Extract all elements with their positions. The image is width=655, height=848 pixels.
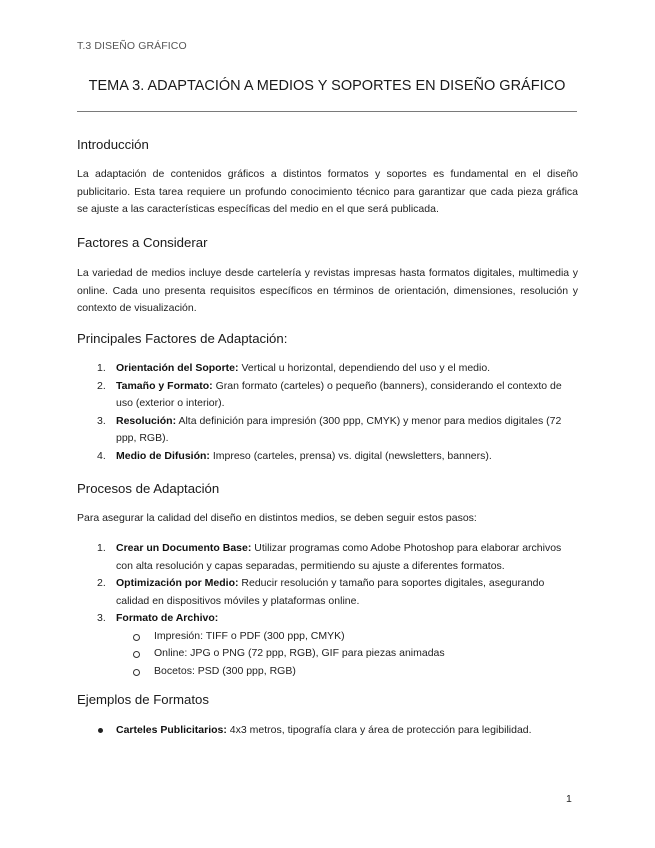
list-item xyxy=(77,722,578,740)
list-item xyxy=(77,540,578,575)
examples-list xyxy=(77,722,578,740)
sublist-item-text: Bocetos: PSD (300 ppp, RGB) xyxy=(154,664,296,677)
list-item xyxy=(77,448,578,466)
process-steps-list xyxy=(77,540,578,680)
title-divider xyxy=(77,111,577,112)
document-title: TEMA 3. ADAPTACIÓN A MEDIOS Y SOPORTES EN DISEÑO GRÁFICO xyxy=(88,78,566,94)
paragraph-introduccion: La adaptación de contenidos gráficos a distintos formatos y soportes es fundamental en el diseño publicitario. Esta tarea requiere un profundo conocimiento técnico para garantizar que cada pieza gráfica se ajuste a las características específicas del medio en el que será publicada. xyxy=(77,168,578,215)
heading-introduccion: Introducción xyxy=(77,137,149,152)
list-number: 1. xyxy=(97,542,106,554)
sublist-item-text: Impresión: TIFF o PDF (300 ppp, CMYK) xyxy=(154,629,345,642)
paragraph-factores: La variedad de medios incluye desde cartelería y revistas impresas hasta formatos digitales, multimedia y online. Cada uno presenta requisitos específicos en términos de orientación, dimensiones, resolución y contexto de visualización. xyxy=(77,267,578,314)
circle-bullet-icon xyxy=(133,634,140,641)
page-number: 1 xyxy=(566,793,572,805)
list-number: 3. xyxy=(97,612,106,624)
list-item-desc: Reducir resolución y tamaño para soportes digitales, asegurando calidad en dispositivos móviles y plataformas online. xyxy=(116,577,545,607)
list-number: 2. xyxy=(97,379,106,392)
list-item xyxy=(77,413,578,448)
sublist-item xyxy=(116,628,578,646)
circle-bullet-icon xyxy=(133,669,140,676)
paragraph-procesos: Para asegurar la calidad del diseño en distintos medios, se deben seguir estos pasos: xyxy=(77,512,477,524)
list-item-desc: Impreso (carteles, prensa) vs. digital (newsletters, banners). xyxy=(212,449,492,462)
list-item-term: Resolución: xyxy=(116,414,177,427)
circle-bullet-icon xyxy=(133,651,140,658)
list-item-term: Orientación del Soporte: xyxy=(116,362,239,374)
list-item xyxy=(77,575,578,610)
list-item-term: Formato de Archivo: xyxy=(116,612,219,624)
list-item-desc: 4x3 metros, tipografía clara y área de protección para legibilidad. xyxy=(229,724,532,736)
list-item-term: Carteles Publicitarios: xyxy=(116,724,227,736)
list-number: 2. xyxy=(97,577,106,589)
sublist-item-text: Online: JPG o PNG (72 ppp, RGB), GIF para piezas animadas xyxy=(154,647,445,659)
heading-principales-factores: Principales Factores de Adaptación: xyxy=(77,331,288,346)
running-header: T.3 DISEÑO GRÁFICO xyxy=(77,40,187,52)
bullet-icon xyxy=(98,728,103,733)
list-item-desc: Alta definición para impresión (300 ppp, CMYK) y menor para medios digitales (72 ppp, RGB). xyxy=(116,414,562,444)
list-number: 4. xyxy=(97,449,106,462)
list-item-desc: Gran formato (carteles) o pequeño (banners), considerando el contexto de uso (exterior o interior). xyxy=(116,379,562,409)
heading-procesos: Procesos de Adaptación xyxy=(77,481,220,496)
sublist-item xyxy=(116,645,578,663)
list-item-desc: Vertical u horizontal, dependiendo del uso y el medio. xyxy=(241,362,491,374)
list-item-term: Optimización por Medio: xyxy=(116,577,239,589)
file-format-sublist xyxy=(116,628,578,681)
list-number: 3. xyxy=(97,414,106,427)
list-item xyxy=(77,610,578,680)
list-item xyxy=(77,360,578,378)
list-item xyxy=(77,378,578,413)
list-item-term: Medio de Difusión: xyxy=(116,449,210,462)
main-factors-list xyxy=(77,360,578,465)
list-item-term: Crear un Documento Base: xyxy=(116,542,252,554)
list-item-desc: Utilizar programas como Adobe Photoshop para elaborar archivos con alta resolución y capas separadas, permitiendo su ajuste a diferentes formatos. xyxy=(116,542,562,572)
heading-ejemplos: Ejemplos de Formatos xyxy=(77,692,209,707)
heading-factores: Factores a Considerar xyxy=(77,235,208,250)
list-number: 1. xyxy=(97,362,106,374)
sublist-item xyxy=(116,663,578,681)
list-item-term: Tamaño y Formato: xyxy=(116,379,213,392)
